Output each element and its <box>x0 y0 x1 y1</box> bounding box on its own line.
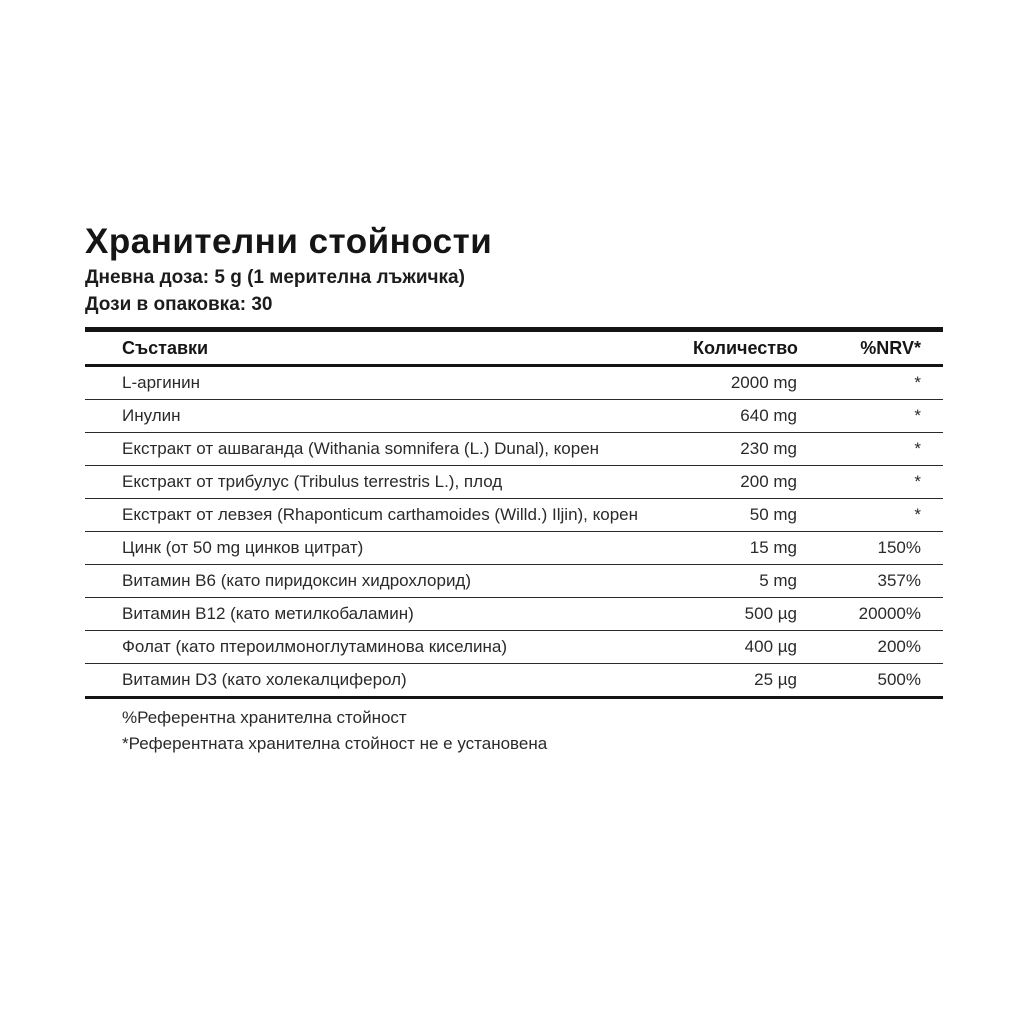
ingredient-cell: L-аргинин <box>85 366 693 400</box>
nrv-cell: * <box>803 433 943 466</box>
daily-dose-text: Дневна доза: 5 g (1 мерителна лъжичка) <box>85 267 465 288</box>
ingredient-cell: Витамин B6 (като пиридоксин хидрохлорид) <box>85 565 693 598</box>
table-row <box>85 631 943 664</box>
amount-cell: 200 mg <box>693 466 803 499</box>
amount-cell: 25 µg <box>693 664 803 698</box>
ingredient-cell: Витамин D3 (като холекалциферол) <box>85 664 693 698</box>
nrv-cell: * <box>803 400 943 433</box>
footnote-not-established: *Референтната хранителна стойност не е установена <box>122 734 548 753</box>
table-row <box>85 532 943 565</box>
ingredient-cell: Витамин B12 (като метилкобаламин) <box>85 598 693 631</box>
amount-cell: 500 µg <box>693 598 803 631</box>
amount-cell: 640 mg <box>693 400 803 433</box>
ingredient-cell: Фолат (като птероилмоноглутаминова киселина) <box>85 631 693 664</box>
nrv-cell: 200% <box>803 631 943 664</box>
nrv-cell: 500% <box>803 664 943 698</box>
table-row <box>85 433 943 466</box>
ingredient-cell: Екстракт от трибулус (Tribulus terrestris L.), плод <box>85 466 693 499</box>
nrv-cell: 20000% <box>803 598 943 631</box>
nutrition-table <box>85 332 943 699</box>
doses-per-pack-text: Дози в опаковка: 30 <box>85 294 273 315</box>
amount-cell: 230 mg <box>693 433 803 466</box>
header-nrv: %NRV* <box>803 332 943 366</box>
ingredient-cell: Цинк (от 50 mg цинков цитрат) <box>85 532 693 565</box>
amount-cell: 50 mg <box>693 499 803 532</box>
ingredient-cell: Инулин <box>85 400 693 433</box>
table-row <box>85 400 943 433</box>
header-ingredient: Съставки <box>85 332 693 366</box>
ingredient-cell: Екстракт от ашваганда (Withania somnifera (L.) Dunal), корен <box>85 433 693 466</box>
amount-cell: 400 µg <box>693 631 803 664</box>
table-row <box>85 499 943 532</box>
table-row <box>85 565 943 598</box>
nrv-cell: 357% <box>803 565 943 598</box>
nutrition-facts-panel <box>85 222 943 757</box>
table-header-row <box>85 332 943 366</box>
amount-cell: 5 mg <box>693 565 803 598</box>
table-row <box>85 366 943 400</box>
amount-cell: 2000 mg <box>693 366 803 400</box>
nrv-cell: * <box>803 466 943 499</box>
table-row <box>85 664 943 698</box>
nrv-cell: 150% <box>803 532 943 565</box>
footnote-nrv-definition: %Референтна хранителна стойност <box>122 708 407 727</box>
header-amount: Количество <box>693 332 803 366</box>
table-row <box>85 598 943 631</box>
nrv-cell: * <box>803 366 943 400</box>
table-row <box>85 466 943 499</box>
amount-cell: 15 mg <box>693 532 803 565</box>
nrv-cell: * <box>803 499 943 532</box>
nutrition-title: Хранителни стойности <box>85 222 493 261</box>
ingredient-cell: Екстракт от левзея (Rhaponticum carthamoides (Willd.) Iljin), корен <box>85 499 693 532</box>
